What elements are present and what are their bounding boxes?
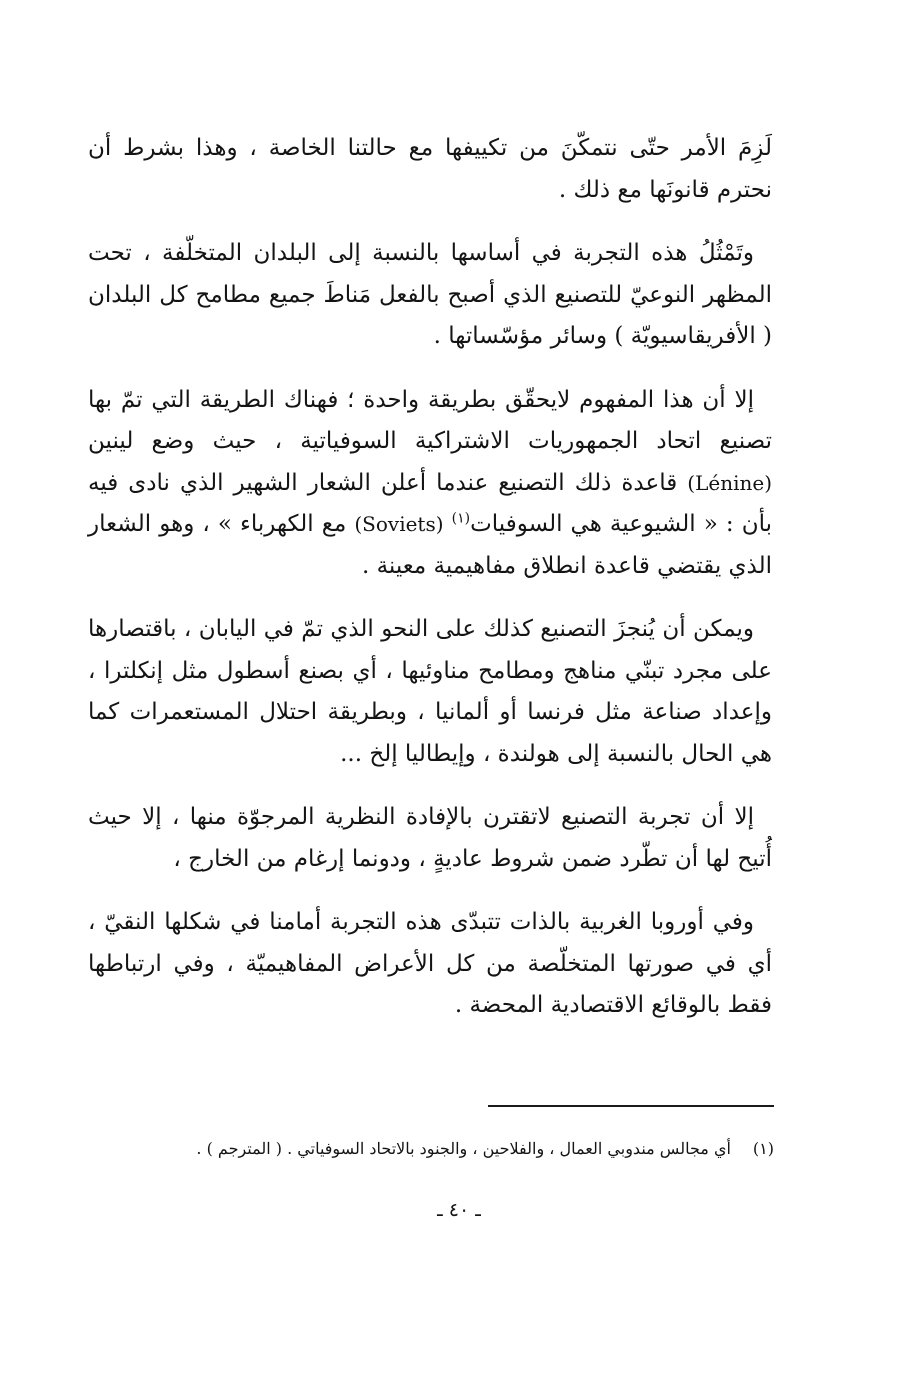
paragraph-2 (88, 233, 772, 358)
footnote-text: أي مجالس مندوبي العمال ، والفلاحين ، والجنود بالاتحاد السوفياتي . ( المترجم ) . (196, 1139, 731, 1158)
paragraph-6 (88, 902, 772, 1027)
footnote (180, 1136, 774, 1162)
latin-term-soviets: (Soviets) (354, 512, 444, 536)
footnote-reference: (١) (451, 510, 471, 527)
page-body (88, 128, 772, 1049)
paragraph-3 (88, 380, 772, 588)
paragraph-1-text: لَزِمَ الأمر حتّى نتمكّنَ من تكييفها مع حالتنا الخاصة ، وهذا بشرط أن نحترم قانونَها مع ذلك . (88, 135, 772, 203)
paragraph-3-text-middle: قاعدة ذلك التصنيع عندما أعلن الشعار الشهير الذي نادى فيه بأن : « الشيوعية هي السوفيات (88, 469, 772, 537)
footnote-divider (488, 1105, 774, 1107)
paragraph-2-text: وتَمْثُلُ هذه التجربة في أساسها بالنسبة إلى البلدان المتخلّفة ، تحت المظهر النوعيّ للتصنيع الذي أصبح بالفعل مَناطَ جميع مطامح كل البلدان ( الأفريقاسيويّة ) وسائر مؤسّساتها . (88, 240, 772, 349)
page-number: ـ ٤٠ ـ (437, 1199, 481, 1221)
paragraph-4-text: ويمكن أن يُنجزَ التصنيع كذلك على النحو الذي تمّ في اليابان ، باقتصارها على مجرد تبنّي مناهج ومطامح مناوئيها ، أي بصنع أسطول مثل إنكلترا ، وإعداد صناعة مثل فرنسا أو ألمانيا ، وبطريقة احتلال المستعمرات كما هي الحال بالنسبة إلى هولندة ، وإيطاليا إلخ ... (88, 616, 772, 767)
latin-term-lenine: (Lénine) (687, 470, 772, 495)
footnote-number: (١) (752, 1139, 774, 1158)
paragraph-3-text-before: إلا أن هذا المفهوم لايحقّق بطريقة واحدة ؛ فهناك الطريقة التي تمّ بها تصنيع اتحاد الجمهوريات الاشتراكية السوفياتية ، حيث وضع لينين (88, 386, 772, 454)
paragraph-1 (88, 128, 772, 211)
paragraph-5-text: إلا أن تجربة التصنيع لاتقترن بالإفادة النظرية المرجوّة منها ، إلا حيث أُتيح لها أن تطّرد ضمن شروط عاديةٍ ، ودونما إرغام من الخارج ، (88, 804, 772, 872)
paragraph-4 (88, 609, 772, 775)
paragraph-3-text-after: مع الكهرباء » ، وهو الشعار الذي يقتضي قاعدة انطلاق مفاهيمية معينة . (88, 511, 772, 579)
paragraph-5 (88, 797, 772, 880)
paragraph-6-text: وفي أوروبا الغربية بالذات تتبدّى هذه التجربة أمامنا في شكلها النقيّ ، أي في صورتها المتخلّصة من كل الأعراض المفاهيميّة ، وفي ارتباطها فقط بالوقائع الاقتصادية المحضة . (88, 909, 772, 1018)
